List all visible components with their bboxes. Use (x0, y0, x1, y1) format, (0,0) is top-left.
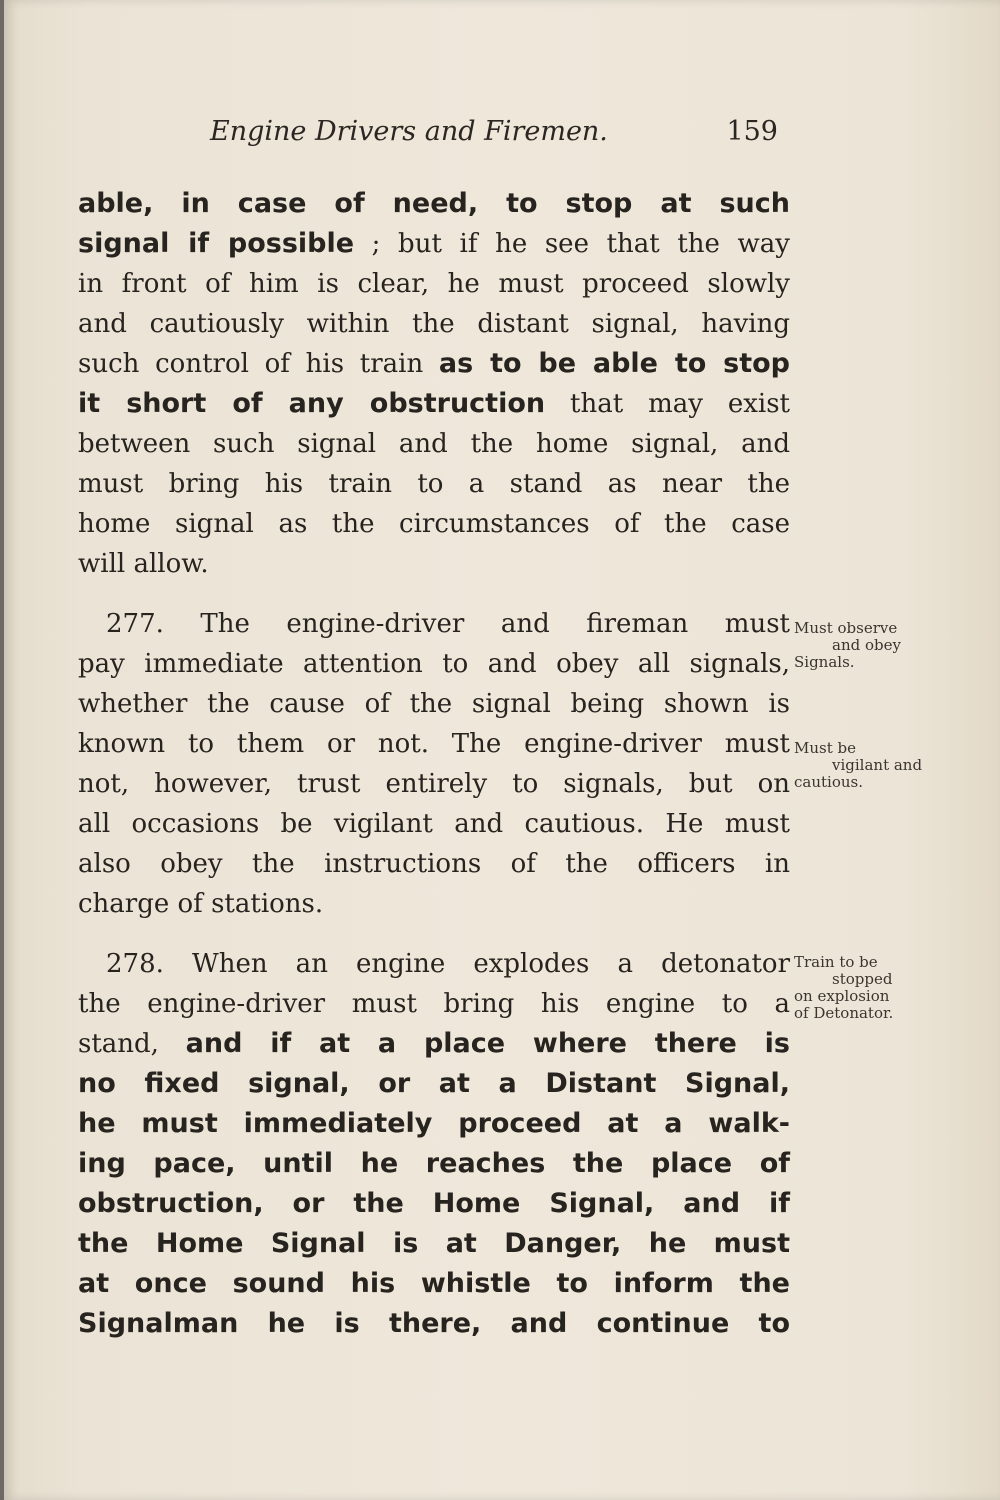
text-segment: the engine-driver must bring his engine to a (78, 989, 790, 1019)
text-segment: stand, (78, 1029, 186, 1059)
bold-text-segment: ing pace, until he reaches the place of (78, 1148, 790, 1179)
book-page (4, 0, 1000, 1500)
text-line (78, 684, 790, 724)
text-line (78, 1264, 790, 1304)
bold-text-segment: it short of any obstruction (78, 388, 546, 419)
sidenote-must-be-vigilant (794, 740, 954, 791)
text-segment: home signal as the circumstances of the case (78, 509, 790, 539)
sidenote-line: and obey (832, 636, 901, 654)
text-line (78, 944, 790, 984)
text-line (78, 1064, 790, 1104)
text-segment: known to them or not. The engine-driver must (78, 729, 790, 759)
text-line (78, 1144, 790, 1184)
text-line (78, 184, 790, 224)
sidenote-line: of Detonator. (794, 1004, 894, 1022)
text-segment: and cautiously within the distant signal, having (78, 309, 790, 339)
bold-text-segment: obstruction, or the Home Signal, and if (78, 1188, 790, 1219)
text-line (78, 804, 790, 844)
page-header (78, 116, 788, 156)
text-line (78, 1224, 790, 1264)
text-segment: 278. When an engine explodes a detonator (106, 949, 790, 979)
text-line (78, 844, 790, 884)
text-line (78, 644, 790, 684)
text-line (78, 344, 790, 384)
text-line (78, 1304, 790, 1344)
text-segment: that may exist (545, 389, 791, 419)
text-segment: such control of his train (78, 349, 439, 379)
text-line (78, 424, 790, 464)
text-line (78, 1024, 790, 1064)
text-line (78, 1184, 790, 1224)
text-line (78, 384, 790, 424)
text-line (78, 504, 790, 544)
text-line (78, 764, 790, 804)
sidenote-line: Train to be (794, 953, 878, 971)
bold-text-segment: and if at a place where there is (185, 1028, 790, 1059)
sidenote-line: Signals. (794, 653, 855, 671)
paragraph-gap (78, 924, 790, 944)
bold-text-segment: able, in case of need, to stop at such (78, 188, 790, 219)
text-line (78, 1104, 790, 1144)
bold-text-segment: signal if possible (78, 228, 355, 259)
text-segment: will allow. (78, 549, 209, 579)
sidenote-line: on explosion (794, 987, 890, 1005)
text-segment: all occasions be vigilant and cautious. He must (78, 809, 790, 839)
text-segment: must bring his train to a stand as near the (78, 469, 790, 499)
text-line (78, 264, 790, 304)
text-segment: whether the cause of the signal being shown is (78, 689, 790, 719)
sidenote-line: cautious. (794, 773, 863, 791)
sidenote-line: Must observe (794, 619, 898, 637)
text-line (78, 884, 790, 924)
running-title: Engine Drivers and Firemen. (210, 116, 608, 147)
text-segment: in front of him is clear, he must proceed slowly (78, 269, 790, 299)
text-segment: ; but if he see that the way (354, 229, 790, 259)
text-segment: not, however, trust entirely to signals, but on (78, 769, 790, 799)
sidenote-line: Must be (794, 739, 856, 757)
bold-text-segment: Signalman he is there, and continue to (78, 1308, 790, 1339)
text-line (78, 304, 790, 344)
text-line (78, 984, 790, 1024)
text-line (78, 544, 790, 584)
text-line (78, 604, 790, 644)
text-segment: also obey the instructions of the officers in (78, 849, 790, 879)
text-line (78, 464, 790, 504)
bold-text-segment: at once sound his whistle to inform the (78, 1268, 790, 1299)
body-text (78, 184, 790, 1344)
sidenote-line: vigilant and (832, 756, 923, 774)
text-segment: charge of stations. (78, 889, 324, 919)
text-line (78, 224, 790, 264)
page-number: 159 (726, 116, 778, 147)
sidenote-train-to-be-stopped (794, 954, 954, 1022)
text-segment: between such signal and the home signal, and (78, 429, 790, 459)
text-line (78, 724, 790, 764)
sidenote-line: stopped (832, 970, 893, 988)
bold-text-segment: the Home Signal is at Danger, he must (78, 1228, 790, 1259)
bold-text-segment: as to be able to stop (438, 348, 790, 379)
bold-text-segment: he must immediately proceed at a walk- (78, 1108, 790, 1139)
text-segment: 277. The engine-driver and fireman must (106, 609, 790, 639)
text-segment: pay immediate attention to and obey all signals, (78, 649, 790, 679)
bold-text-segment: no fixed signal, or at a Distant Signal, (78, 1068, 790, 1099)
sidenote-must-observe (794, 620, 954, 671)
paragraph-gap (78, 584, 790, 604)
